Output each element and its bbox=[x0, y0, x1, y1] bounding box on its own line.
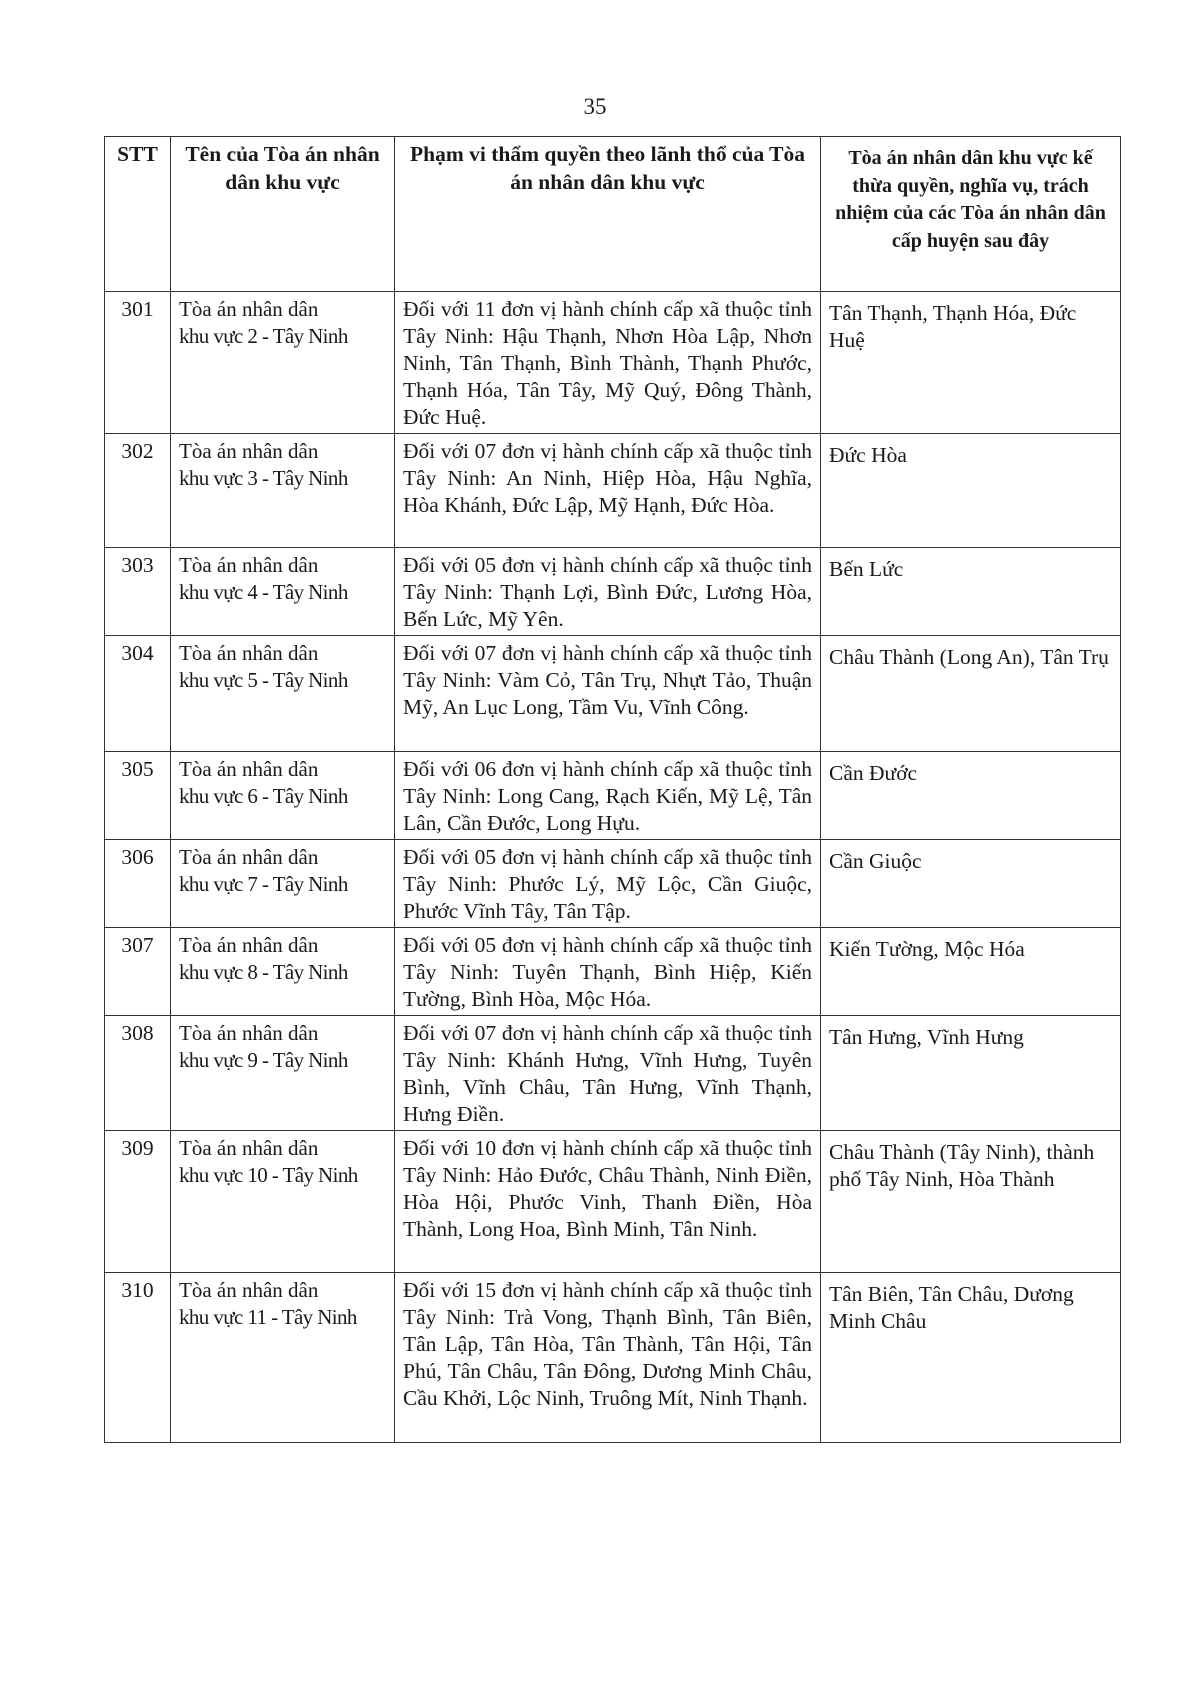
court-name-line1: Tòa án nhân dân bbox=[179, 553, 319, 577]
court-name-line2: khu vực 5 - Tây Ninh bbox=[179, 668, 348, 692]
row-court-name bbox=[171, 752, 395, 840]
row-court-name bbox=[171, 434, 395, 548]
court-name-line1: Tòa án nhân dân bbox=[179, 845, 319, 869]
row-scope: Đối với 07 đơn vị hành chính cấp xã thuộc tỉnh Tây Ninh: Vàm Cỏ, Tân Trụ, Nhựt Tảo, Thuận Mỹ, An Lục Long, Tầm Vu, Vĩnh Công. bbox=[395, 636, 821, 752]
table-row bbox=[105, 434, 1121, 548]
row-heir: Bến Lức bbox=[821, 548, 1121, 636]
table-row bbox=[105, 752, 1121, 840]
header-heir: Tòa án nhân dân khu vực kế thừa quyền, nghĩa vụ, trách nhiệm của các Tòa án nhân dân cấp huyện sau đây bbox=[821, 137, 1121, 292]
row-heir: Châu Thành (Long An), Tân Trụ bbox=[821, 636, 1121, 752]
court-name-line1: Tòa án nhân dân bbox=[179, 297, 319, 321]
row-scope: Đối với 05 đơn vị hành chính cấp xã thuộc tỉnh Tây Ninh: Thạnh Lợi, Bình Đức, Lương Hòa, Bến Lức, Mỹ Yên. bbox=[395, 548, 821, 636]
table-row bbox=[105, 1273, 1121, 1443]
row-scope: Đối với 06 đơn vị hành chính cấp xã thuộc tỉnh Tây Ninh: Long Cang, Rạch Kiến, Mỹ Lệ, Tân Lân, Cần Đước, Long Hựu. bbox=[395, 752, 821, 840]
row-stt: 306 bbox=[105, 840, 171, 928]
court-name-line1: Tòa án nhân dân bbox=[179, 757, 319, 781]
row-heir: Châu Thành (Tây Ninh), thành phố Tây Ninh, Hòa Thành bbox=[821, 1131, 1121, 1273]
row-scope: Đối với 05 đơn vị hành chính cấp xã thuộc tỉnh Tây Ninh: Tuyên Thạnh, Bình Hiệp, Kiến Tường, Bình Hòa, Mộc Hóa. bbox=[395, 928, 821, 1016]
row-court-name bbox=[171, 636, 395, 752]
court-name-line2: khu vực 4 - Tây Ninh bbox=[179, 580, 348, 604]
court-name-line2: khu vực 7 - Tây Ninh bbox=[179, 872, 348, 896]
row-heir: Đức Hòa bbox=[821, 434, 1121, 548]
row-heir: Kiến Tường, Mộc Hóa bbox=[821, 928, 1121, 1016]
row-court-name bbox=[171, 1016, 395, 1131]
row-heir: Cần Giuộc bbox=[821, 840, 1121, 928]
header-scope: Phạm vi thẩm quyền theo lãnh thổ của Tòa án nhân dân khu vực bbox=[395, 137, 821, 292]
row-scope: Đối với 11 đơn vị hành chính cấp xã thuộc tỉnh Tây Ninh: Hậu Thạnh, Nhơn Hòa Lập, Nhơn Ninh, Tân Thạnh, Bình Thành, Thạnh Phước, Thạnh Hóa, Tân Tây, Mỹ Quý, Đông Thành, Đức Huệ. bbox=[395, 292, 821, 434]
court-name-line1: Tòa án nhân dân bbox=[179, 1021, 319, 1045]
row-court-name bbox=[171, 1131, 395, 1273]
row-heir: Tân Hưng, Vĩnh Hưng bbox=[821, 1016, 1121, 1131]
table-row bbox=[105, 1131, 1121, 1273]
court-name-line2: khu vực 2 - Tây Ninh bbox=[179, 324, 348, 348]
row-heir: Cần Đước bbox=[821, 752, 1121, 840]
table-body bbox=[105, 292, 1121, 1443]
court-name-line2: khu vực 3 - Tây Ninh bbox=[179, 466, 348, 490]
court-name-line1: Tòa án nhân dân bbox=[179, 1136, 319, 1160]
court-name-line1: Tòa án nhân dân bbox=[179, 933, 319, 957]
row-court-name bbox=[171, 292, 395, 434]
table-row bbox=[105, 636, 1121, 752]
row-scope: Đối với 07 đơn vị hành chính cấp xã thuộc tỉnh Tây Ninh: Khánh Hưng, Vĩnh Hưng, Tuyên Bình, Vĩnh Châu, Tân Hưng, Vĩnh Thạnh, Hưng Điền. bbox=[395, 1016, 821, 1131]
table-row bbox=[105, 840, 1121, 928]
row-heir: Tân Thạnh, Thạnh Hóa, Đức Huệ bbox=[821, 292, 1121, 434]
table-header-row bbox=[105, 137, 1121, 292]
table-row bbox=[105, 548, 1121, 636]
row-court-name bbox=[171, 840, 395, 928]
row-heir: Tân Biên, Tân Châu, Dương Minh Châu bbox=[821, 1273, 1121, 1443]
court-name-line2: khu vực 11 - Tây Ninh bbox=[179, 1305, 357, 1329]
court-name-line1: Tòa án nhân dân bbox=[179, 439, 319, 463]
header-court-name: Tên của Tòa án nhân dân khu vực bbox=[171, 137, 395, 292]
court-name-line2: khu vực 6 - Tây Ninh bbox=[179, 784, 348, 808]
row-court-name bbox=[171, 1273, 395, 1443]
row-stt: 308 bbox=[105, 1016, 171, 1131]
row-scope: Đối với 05 đơn vị hành chính cấp xã thuộc tỉnh Tây Ninh: Phước Lý, Mỹ Lộc, Cần Giuộc, Phước Vĩnh Tây, Tân Tập. bbox=[395, 840, 821, 928]
row-stt: 304 bbox=[105, 636, 171, 752]
court-name-line2: khu vực 8 - Tây Ninh bbox=[179, 960, 348, 984]
row-scope: Đối với 10 đơn vị hành chính cấp xã thuộc tỉnh Tây Ninh: Hảo Đước, Châu Thành, Ninh Điền, Hòa Hội, Phước Vinh, Thanh Điền, Hòa Thành, Long Hoa, Bình Minh, Tân Ninh. bbox=[395, 1131, 821, 1273]
row-stt: 305 bbox=[105, 752, 171, 840]
court-name-line2: khu vực 9 - Tây Ninh bbox=[179, 1048, 348, 1072]
row-scope: Đối với 07 đơn vị hành chính cấp xã thuộc tỉnh Tây Ninh: An Ninh, Hiệp Hòa, Hậu Nghĩa, Hòa Khánh, Đức Lập, Mỹ Hạnh, Đức Hòa. bbox=[395, 434, 821, 548]
row-stt: 310 bbox=[105, 1273, 171, 1443]
row-stt: 302 bbox=[105, 434, 171, 548]
court-jurisdiction-table bbox=[104, 136, 1121, 1443]
row-scope: Đối với 15 đơn vị hành chính cấp xã thuộc tỉnh Tây Ninh: Trà Vong, Thạnh Bình, Tân Biên, Tân Lập, Tân Hòa, Tân Thành, Tân Hội, Tân Phú, Tân Châu, Tân Đông, Dương Minh Châu, Cầu Khởi, Lộc Ninh, Truông Mít, Ninh Thạnh. bbox=[395, 1273, 821, 1443]
table-row bbox=[105, 1016, 1121, 1131]
court-name-line2: khu vực 10 - Tây Ninh bbox=[179, 1163, 358, 1187]
row-court-name bbox=[171, 548, 395, 636]
table-row bbox=[105, 928, 1121, 1016]
row-stt: 303 bbox=[105, 548, 171, 636]
row-stt: 301 bbox=[105, 292, 171, 434]
page-number: 35 bbox=[583, 94, 607, 119]
court-name-line1: Tòa án nhân dân bbox=[179, 641, 319, 665]
court-name-line1: Tòa án nhân dân bbox=[179, 1278, 319, 1302]
table-row bbox=[105, 292, 1121, 434]
header-stt: STT bbox=[105, 137, 171, 292]
row-court-name bbox=[171, 928, 395, 1016]
row-stt: 309 bbox=[105, 1131, 171, 1273]
row-stt: 307 bbox=[105, 928, 171, 1016]
